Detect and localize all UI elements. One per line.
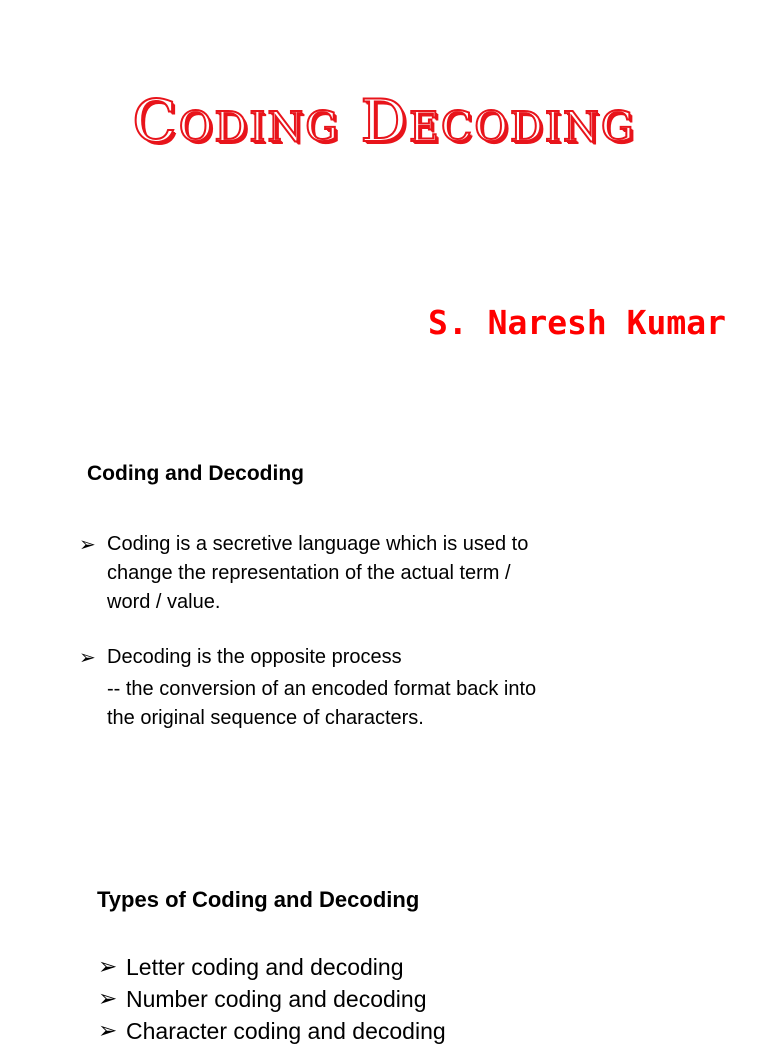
- type-label: Character coding and decoding: [126, 1018, 446, 1044]
- list-item-letter-coding: [98, 951, 698, 983]
- section-heading-coding-decoding: Coding and Decoding: [87, 462, 304, 485]
- definition-list: [79, 530, 549, 759]
- type-label: Letter coding and decoding: [126, 954, 404, 980]
- arrow-bullet-icon: ➢: [79, 645, 96, 669]
- arrow-bullet-icon: ➢: [98, 954, 118, 980]
- arrow-bullet-icon: ➢: [98, 1018, 118, 1044]
- decoding-definition-subtext: -- the conversion of an encoded format back into the original sequence of characters.: [107, 678, 537, 729]
- types-list: [98, 951, 698, 1047]
- coding-definition-text: Coding is a secretive language which is used to change the representation of the actual term / word / value.: [107, 533, 529, 613]
- list-item-decoding-definition: [79, 643, 549, 733]
- arrow-bullet-icon: ➢: [79, 532, 96, 556]
- section-heading-types: Types of Coding and Decoding: [97, 887, 420, 912]
- author-name: S. Naresh Kumar: [427, 303, 726, 342]
- list-item-coding-definition: [79, 530, 549, 617]
- arrow-bullet-icon: ➢: [98, 986, 118, 1012]
- document-title: Coding Decoding: [132, 87, 636, 155]
- type-label: Number coding and decoding: [126, 986, 427, 1012]
- list-item-character-coding: [98, 1015, 698, 1047]
- list-item-number-coding: [98, 983, 698, 1015]
- decoding-definition-text: Decoding is the opposite process: [107, 646, 402, 668]
